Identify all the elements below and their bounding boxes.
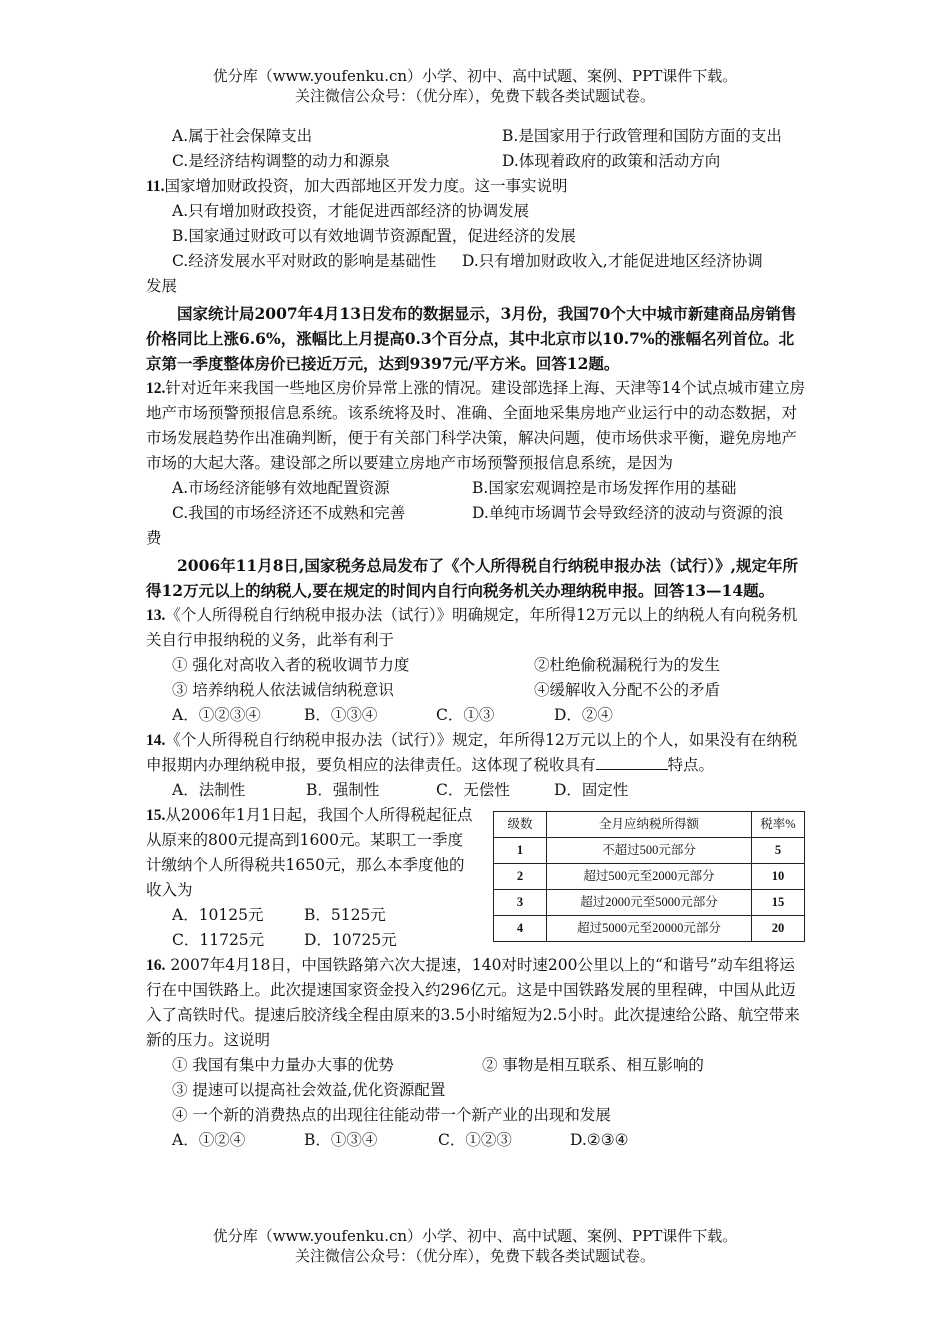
q16-statements-row-1: [146, 1053, 808, 1078]
q15-stem-block: [146, 803, 476, 903]
table-cell-income: 超过5000元至20000元部分: [547, 916, 752, 942]
table-cell-rate: 15: [752, 890, 805, 916]
q13-stem-block: [146, 603, 808, 653]
q15-stem: 从2006年1月1日起，我国个人所得税起征点从原来的800元提高到1600元。某职工一季度计缴纳个人所得税共1650元，那么本季度他的收入为: [146, 806, 473, 899]
table-cell-income: 超过500元至2000元部分: [547, 864, 752, 890]
table-header-rate: 税率%: [752, 812, 805, 838]
material-13-14: 2006年11月8日,国家税务总局发布了《个人所得税自行纳税申报办法（试行）》,规定年所得12万元以上的纳税人,要在规定的时间内自行向税务机关办理纳税申报。回答13—14题。: [146, 556, 799, 600]
q10-option-b: B.是国家用于行政管理和国防方面的支出: [502, 127, 782, 145]
q13-statement-4: ④缓解收入分配不公的矛盾: [534, 681, 721, 699]
q10-option-c: C.是经济结构调整的动力和源泉: [172, 152, 390, 170]
q10-option-d: D.体现着政府的政策和活动方向: [502, 152, 721, 170]
tax-rate-table: [493, 811, 805, 942]
q10-options-row-2: [146, 149, 808, 174]
q15-option-b: B．5125元: [304, 906, 386, 924]
table-cell-rate: 20: [752, 916, 805, 942]
table-row: [494, 916, 805, 942]
q16-stem: 2007年4月18日，中国铁路第六次大提速，140对时速200公里以上的“和谐号”动车组将运行在中国铁路上。此次提速国家资金投入约296亿元。这是中国铁路发展的里程碑，中国从此迈入了高铁时代。提速后胶济线全程由原来的3.5小时缩短为2.5小时。此次提速给公路、航空带来新的压力。这说明: [146, 956, 800, 1049]
table-row: [494, 890, 805, 916]
q13-statements-row-1: [146, 653, 808, 678]
table-row: [494, 864, 805, 890]
table-row: [494, 838, 805, 864]
page-header: [0, 66, 950, 106]
header-line-1: 优分库（www.youfenku.cn）小学、初中、高中试题、案例、PPT课件下载。: [212, 67, 738, 85]
q11-stem: 国家增加财政投资，加大西部地区开发力度。这一事实说明: [164, 177, 568, 195]
q15-option-d: D．10725元: [304, 931, 397, 949]
q15-text: [146, 803, 476, 953]
q13-statement-3: ③ 培养纳税人依法诚信纳税意识: [172, 681, 394, 699]
q12-number: 12.: [146, 380, 166, 397]
q13-statements-row-2: [146, 678, 808, 703]
q14-option-c: C．无偿性: [436, 781, 510, 799]
q11-option-d: D.只有增加财政收入,才能促进地区经济协调: [462, 252, 763, 270]
q16-statement-4: ④ 一个新的消费热点的出现往往能动带一个新产业的出现和发展: [172, 1106, 611, 1124]
q12-options-row-2: [146, 501, 808, 526]
exam-content: [146, 124, 808, 1153]
q15-block: [146, 803, 808, 953]
q13-statement-2: ②杜绝偷税漏税行为的发生: [534, 656, 721, 674]
q12-option-b: B.国家宏观调控是市场发挥作用的基础: [472, 479, 737, 497]
q11-number: 11.: [146, 178, 165, 195]
q11-option-b: B.国家通过财政可以有效地调节资源配置，促进经济的发展: [172, 227, 576, 245]
q13-option-a: A．①②③④: [172, 706, 261, 724]
q10-options-row-1: [146, 124, 808, 149]
q13-statement-1: ① 强化对高收入者的税收调节力度: [172, 656, 410, 674]
q13-option-c: C．①③: [436, 706, 495, 724]
table-cell-level: 2: [494, 864, 547, 890]
page-footer: [0, 1226, 950, 1266]
q14-answer-blank: [596, 753, 668, 770]
q16-statement-3: ③ 提速可以提高社会效益,优化资源配置: [172, 1081, 446, 1099]
q15-options-row-1: [146, 903, 476, 928]
table-header-row: [494, 812, 805, 838]
q13-option-b: B．①③④: [304, 706, 378, 724]
q15-options-row-2: [146, 928, 476, 953]
q15-option-a: A．10125元: [172, 906, 264, 924]
q12-option-c: C.我国的市场经济还不成熟和完善: [172, 504, 406, 522]
table-header-level: 级数: [494, 812, 547, 838]
q12-option-a: A.市场经济能够有效地配置资源: [172, 479, 390, 497]
q13-number: 13.: [146, 607, 166, 624]
q13-stem: 《个人所得税自行纳税申报办法（试行）》明确规定，年所得12万元以上的纳税人有向税务机关自行申报纳税的义务，此举有利于: [146, 606, 798, 649]
q12-option-d-continued: 费: [146, 529, 162, 547]
table-cell-level: 4: [494, 916, 547, 942]
q16-option-a: A．①②④: [172, 1131, 246, 1149]
q11-option-c: C.经济发展水平对财政的影响是基础性: [172, 252, 437, 270]
q16-option-c: C．①②③: [438, 1131, 512, 1149]
q16-option-d: D.②③④: [570, 1131, 629, 1149]
q12-options-row-1: [146, 476, 808, 501]
table-cell-income: 超过2000元至5000元部分: [547, 890, 752, 916]
table-header-income: 全月应纳税所得额: [547, 812, 752, 838]
q11-option-a: A.只有增加财政投资，才能促进西部经济的协调发展: [172, 202, 530, 220]
q12-option-d: D.单纯市场调节会导致经济的波动与资源的浪: [472, 504, 784, 522]
footer-line-1: 优分库（www.youfenku.cn）小学、初中、高中试题、案例、PPT课件下载。: [212, 1227, 738, 1245]
q16-option-b: B．①③④: [304, 1131, 378, 1149]
q14-stem: 《个人所得税自行纳税申报办法（试行）》规定，年所得12万元以上的个人，如果没有在纳税申报期内办理纳税申报，要负相应的法律责任。这体现了税收具有: [146, 731, 798, 774]
q16-stem-block: [146, 953, 808, 1053]
q13-option-d: D．②④: [554, 706, 613, 724]
material-12: 国家统计局2007年4月13日发布的数据显示，3月份，我国70个大中城市新建商品房销售价格同比上涨6.6%，涨幅比上月提高0.3个百分点，其中北京市以10.7%的涨幅名列首位。北京第一季度整体房价已接近万元，达到9397元/平方米。回答12题。: [146, 304, 797, 373]
table-cell-level: 1: [494, 838, 547, 864]
q14-stem-end: 特点。: [667, 756, 715, 774]
q16-statement-2: ② 事物是相互联系、相互影响的: [482, 1056, 704, 1074]
q16-statement-1: ① 我国有集中力量办大事的优势: [172, 1056, 394, 1074]
q14-stem-block: [146, 728, 808, 778]
q14-number: 14.: [146, 732, 166, 749]
table-cell-rate: 10: [752, 864, 805, 890]
q14-option-d: D．固定性: [554, 781, 629, 799]
table-cell-income: 不超过500元部分: [547, 838, 752, 864]
q11-option-d-continued: 发展: [146, 277, 178, 295]
q14-options-row: [146, 778, 808, 803]
q11-stem-line: [146, 174, 808, 199]
footer-line-2: 关注微信公众号：（优分库），免费下载各类试题试卷。: [294, 1247, 655, 1265]
q15-number: 15.: [146, 807, 166, 824]
q14-option-b: B．强制性: [306, 781, 380, 799]
q13-options-row: [146, 703, 808, 728]
q11-options-row: [146, 249, 808, 274]
table-cell-level: 3: [494, 890, 547, 916]
q12-stem: 针对近年来我国一些地区房价异常上涨的情况。建设部选择上海、天津等14个试点城市建立房地产市场预警预报信息系统。该系统将及时、准确、全面地采集房地产业运行中的动态数据，对市场发展趋势作出准确判断，便于有关部门科学决策，解决问题，使市场供求平衡，避免房地产市场的大起大落。建设部之所以要建立房地产市场预警预报信息系统，是因为: [146, 379, 806, 472]
q10-option-a: A.属于社会保障支出: [172, 127, 313, 145]
header-line-2: 关注微信公众号：（优分库），免费下载各类试题试卷。: [294, 87, 655, 105]
q14-option-a: A．法制性: [172, 781, 246, 799]
q15-option-c: C．11725元: [172, 931, 265, 949]
q16-options-row: [146, 1128, 808, 1153]
table-cell-rate: 5: [752, 838, 805, 864]
q12-stem-block: [146, 376, 808, 476]
q16-number: 16.: [146, 957, 166, 974]
